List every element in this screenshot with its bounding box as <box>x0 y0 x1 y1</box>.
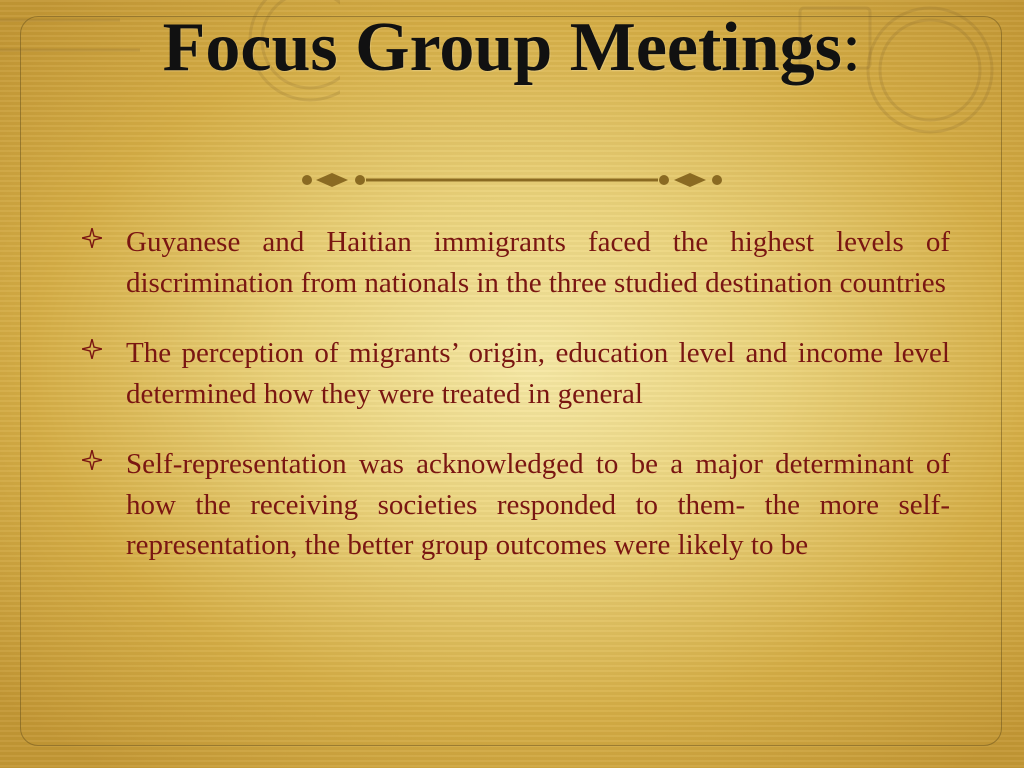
bullet-text: Self-representation was acknowledged to be a major determinant of how the receiving societies responded to them- the more self-representation, the better group outcomes were likely to be <box>126 448 950 561</box>
slide-title <box>0 6 1024 90</box>
list-item <box>76 222 950 303</box>
bullet-text: The perception of migrants’ origin, education level and income level determined how they were treated in general <box>126 337 950 410</box>
bullet-list <box>76 222 950 596</box>
four-point-star-icon <box>82 228 102 248</box>
four-point-star-icon <box>82 450 102 470</box>
four-point-star-icon <box>82 339 102 359</box>
list-item <box>76 444 950 566</box>
ornamental-divider <box>298 168 726 192</box>
list-item <box>76 333 950 414</box>
slide-title-text: Focus Group Meetings <box>162 9 842 86</box>
slide-title-colon: : <box>841 9 862 86</box>
bullet-text: Guyanese and Haitian immigrants faced the highest levels of discrimination from nationals in the three studied destination countries <box>126 226 950 299</box>
